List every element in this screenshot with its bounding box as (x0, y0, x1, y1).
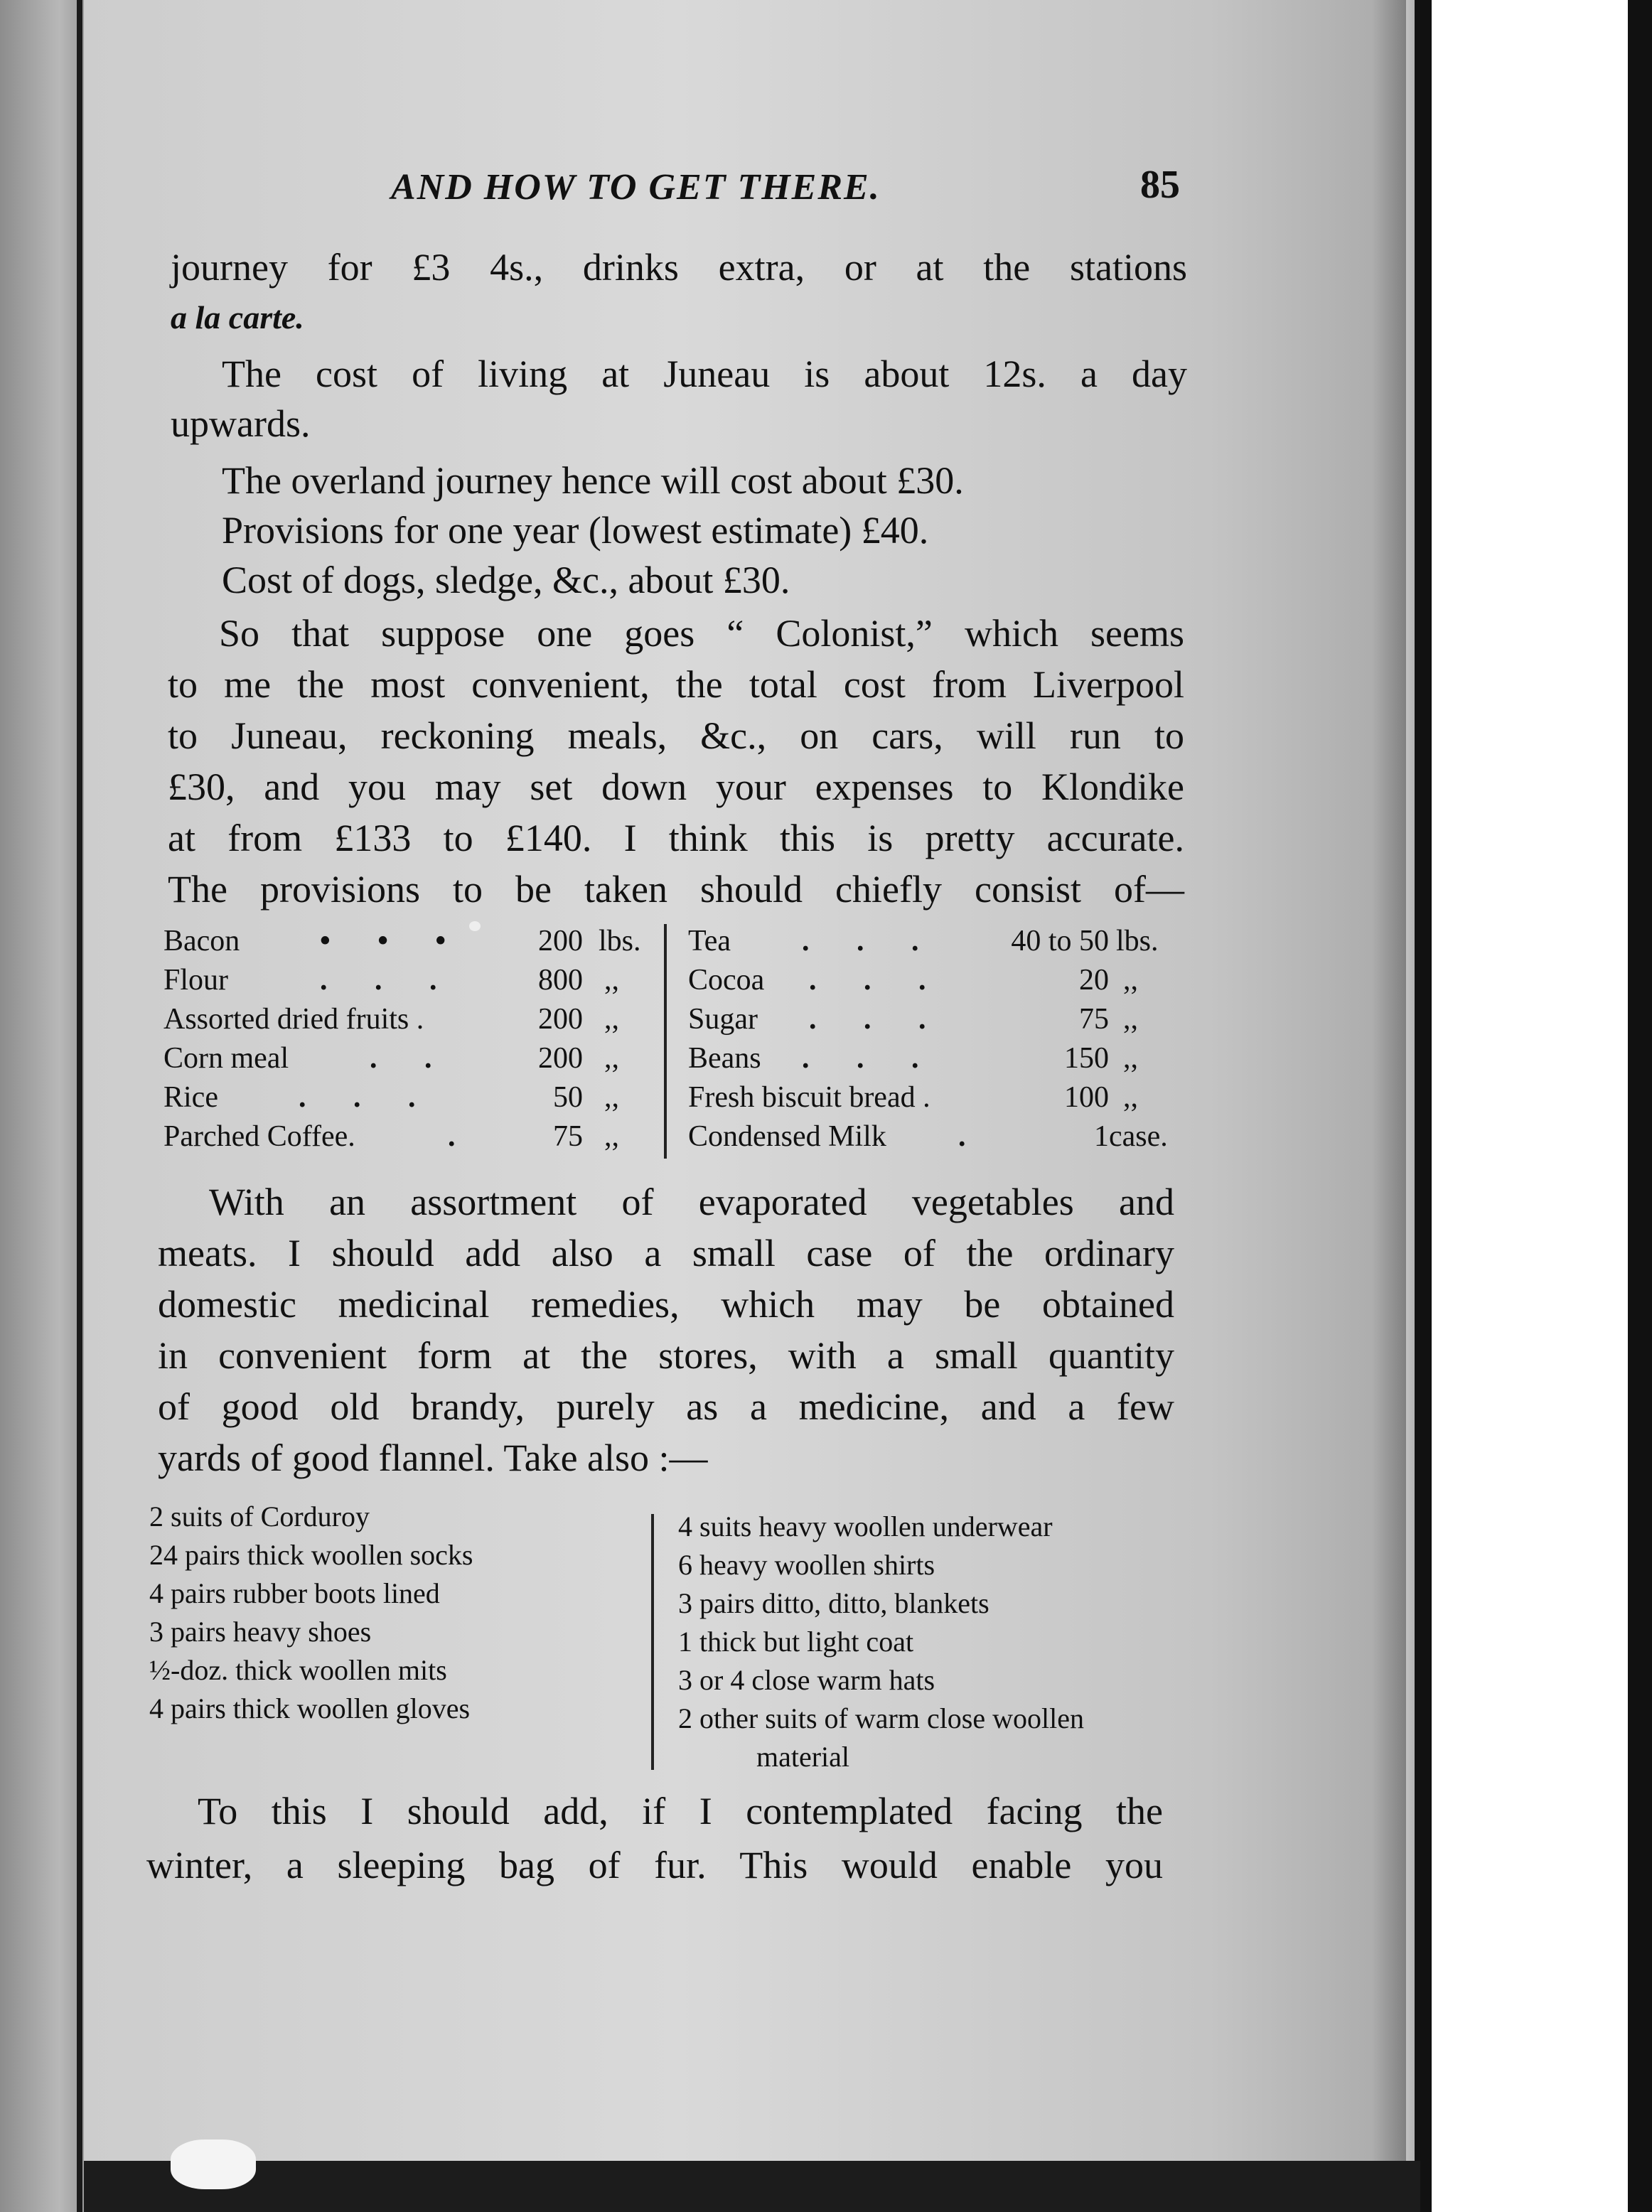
list-item: 2 suits of Corduroy (149, 1500, 370, 1532)
text-line: upwards. (171, 402, 311, 445)
provision-unit: ,, (604, 964, 619, 997)
table-row (688, 1041, 1186, 1080)
paragraph-dogs-sledge (171, 554, 1187, 606)
provision-unit: lbs. (1116, 925, 1159, 957)
table-row (163, 924, 661, 963)
text-line: yards of good flannel. Take also :— (158, 1437, 708, 1479)
provision-item: Sugar (688, 1003, 758, 1036)
leader-dots: . (958, 1120, 986, 1153)
right-page-edge (1415, 0, 1432, 2212)
table-row (688, 1120, 1186, 1159)
provision-item: Tea (688, 925, 731, 957)
provision-qty: 200 (538, 925, 583, 957)
leader-dots: . . . (809, 1003, 946, 1036)
clothing-left-column (149, 1500, 473, 1730)
provision-item: Corn meal (163, 1042, 289, 1075)
provision-qty: 800 (538, 964, 583, 997)
provision-unit: ,, (604, 1042, 619, 1075)
text-line: With an assortment of evaporated vegetables and (209, 1181, 1174, 1223)
leader-dots: . . . (320, 964, 457, 997)
left-page-edge (77, 0, 82, 2212)
list-item: 24 pairs thick woollen socks (149, 1539, 473, 1571)
column-divider (651, 1514, 654, 1770)
provision-item: Flour (163, 964, 229, 997)
leader-dots: . . . (802, 1042, 939, 1075)
provision-qty: 20 (1079, 964, 1109, 997)
provisions-right-column (688, 924, 1186, 1159)
text-line: The provisions to be taken should chiefly consist of— (168, 868, 1184, 911)
list-item: 4 pairs rubber boots lined (149, 1577, 440, 1609)
provision-unit: case. (1109, 1120, 1168, 1153)
table-row (163, 1080, 661, 1120)
provision-unit: ,, (1123, 964, 1138, 997)
list-item: 4 suits heavy woollen underwear (678, 1510, 1053, 1542)
provision-unit: ,, (604, 1120, 619, 1153)
provision-unit: ,, (604, 1003, 619, 1036)
bottom-page-edge (84, 2161, 1420, 2212)
table-row (688, 963, 1186, 1002)
right-blank-area (1432, 0, 1652, 2212)
paragraph-cost-living (171, 348, 1187, 400)
provision-qty: 150 (1064, 1042, 1109, 1075)
text-line: The overland journey hence will cost about £30. (222, 459, 964, 502)
text-line: domestic medicinal remedies, which may be obtained (158, 1283, 1174, 1326)
paragraph-journey (171, 242, 1187, 294)
column-divider (664, 924, 667, 1159)
paragraph-provisions-estimate (171, 505, 1187, 557)
provisions-left-column (163, 924, 661, 1159)
provision-item: Parched Coffee. (163, 1120, 355, 1153)
provision-unit: lbs. (599, 925, 641, 957)
list-item: 1 thick but light coat (678, 1626, 914, 1658)
list-item: 2 other suits of warm close woollen (678, 1702, 1084, 1734)
list-item: 6 heavy woollen shirts (678, 1549, 935, 1581)
text-line: Provisions for one year (lowest estimate) £40. (222, 509, 929, 552)
clothing-right-column (678, 1510, 1176, 1778)
text-line: journey for £3 4s., drinks extra, or at the stations (171, 246, 1187, 289)
list-item-continuation: material (756, 1741, 850, 1773)
provision-item: Rice (163, 1081, 218, 1114)
text-line: £30, and you may set down your expenses to Klondike (168, 766, 1184, 808)
text-line: of good old brandy, purely as a medicine, and a few (158, 1385, 1174, 1428)
leader-dots: . . . (802, 925, 939, 957)
paragraph-overland (171, 455, 1187, 507)
table-row (688, 1002, 1186, 1041)
list-item: 3 pairs ditto, ditto, blankets (678, 1587, 989, 1619)
provision-unit: ,, (1123, 1042, 1138, 1075)
provision-qty: 100 (1064, 1081, 1109, 1114)
provision-item: Assorted dried fruits . (163, 1003, 424, 1036)
provision-item: Fresh biscuit bread . (688, 1081, 930, 1114)
text-line: a la carte. (171, 299, 304, 335)
right-scan-border (1628, 0, 1652, 2212)
list-item: 4 pairs thick woollen gloves (149, 1692, 471, 1724)
provision-unit: ,, (1123, 1003, 1138, 1036)
table-row (163, 1120, 661, 1159)
text-line: to me the most convenient, the total cost from Liverpool (168, 663, 1184, 706)
provision-qty: 1 (1094, 1120, 1109, 1153)
page-number: 85 (1140, 163, 1180, 207)
provision-unit: ,, (1123, 1081, 1138, 1114)
leader-dots: . . (370, 1042, 452, 1075)
provision-item: Beans (688, 1042, 761, 1075)
provision-qty: 200 (538, 1042, 583, 1075)
text-line: Cost of dogs, sledge, &c., about £30. (222, 559, 790, 601)
table-row (163, 963, 661, 1002)
running-head: AND HOW TO GET THERE. (391, 167, 881, 208)
provision-qty: 200 (538, 1003, 583, 1036)
table-row (688, 924, 1186, 963)
provision-qty: 50 (553, 1081, 583, 1114)
left-page-margin (0, 0, 85, 2212)
list-item: 3 or 4 close warm hats (678, 1664, 935, 1696)
paragraph-assortment (158, 1176, 1174, 1483)
paragraph-cost-living-cont (171, 398, 1187, 450)
text-line: meats. I should add also a small case of the ordinary (158, 1232, 1174, 1274)
leader-dots: . (448, 1120, 476, 1153)
leader-dots: . . . (809, 964, 946, 997)
leader-dots: . . . (299, 1081, 436, 1114)
paragraph-sleeping-bag (146, 1784, 1163, 1892)
text-line: to Juneau, reckoning meals, &c., on cars, will run to (168, 714, 1184, 757)
provision-item: Condensed Milk (688, 1120, 886, 1153)
leader-dots: • • • (320, 925, 466, 957)
text-line: winter, a sleeping bag of fur. This would enable you (146, 1844, 1163, 1886)
scan-blotch (171, 2139, 256, 2189)
list-item: 3 pairs heavy shoes (149, 1616, 372, 1648)
provision-item: Bacon (163, 925, 240, 957)
text-line: So that suppose one goes “ Colonist,” which seems (219, 612, 1184, 655)
table-row (688, 1080, 1186, 1120)
table-row (163, 1002, 661, 1041)
text-line: The cost of living at Juneau is about 12s. a day (222, 353, 1187, 395)
provision-qty: 75 (553, 1120, 583, 1153)
list-item: ½-doz. thick woollen mits (149, 1654, 447, 1686)
text-line: To this I should add, if I contemplated facing the (198, 1790, 1163, 1832)
provision-qty: 75 (1079, 1003, 1109, 1036)
page-header (163, 162, 1187, 219)
text-line: at from £133 to £140. I think this is pretty accurate. (168, 817, 1184, 859)
provision-qty: 40 to 50 (1011, 925, 1109, 957)
provision-item: Cocoa (688, 964, 765, 997)
table-row (163, 1041, 661, 1080)
provision-unit: ,, (604, 1081, 619, 1114)
paragraph-a-la-carte (171, 291, 1187, 343)
scan-speck (469, 921, 481, 931)
paragraph-colonist (168, 608, 1184, 915)
text-line: in convenient form at the stores, with a small quantity (158, 1334, 1174, 1377)
